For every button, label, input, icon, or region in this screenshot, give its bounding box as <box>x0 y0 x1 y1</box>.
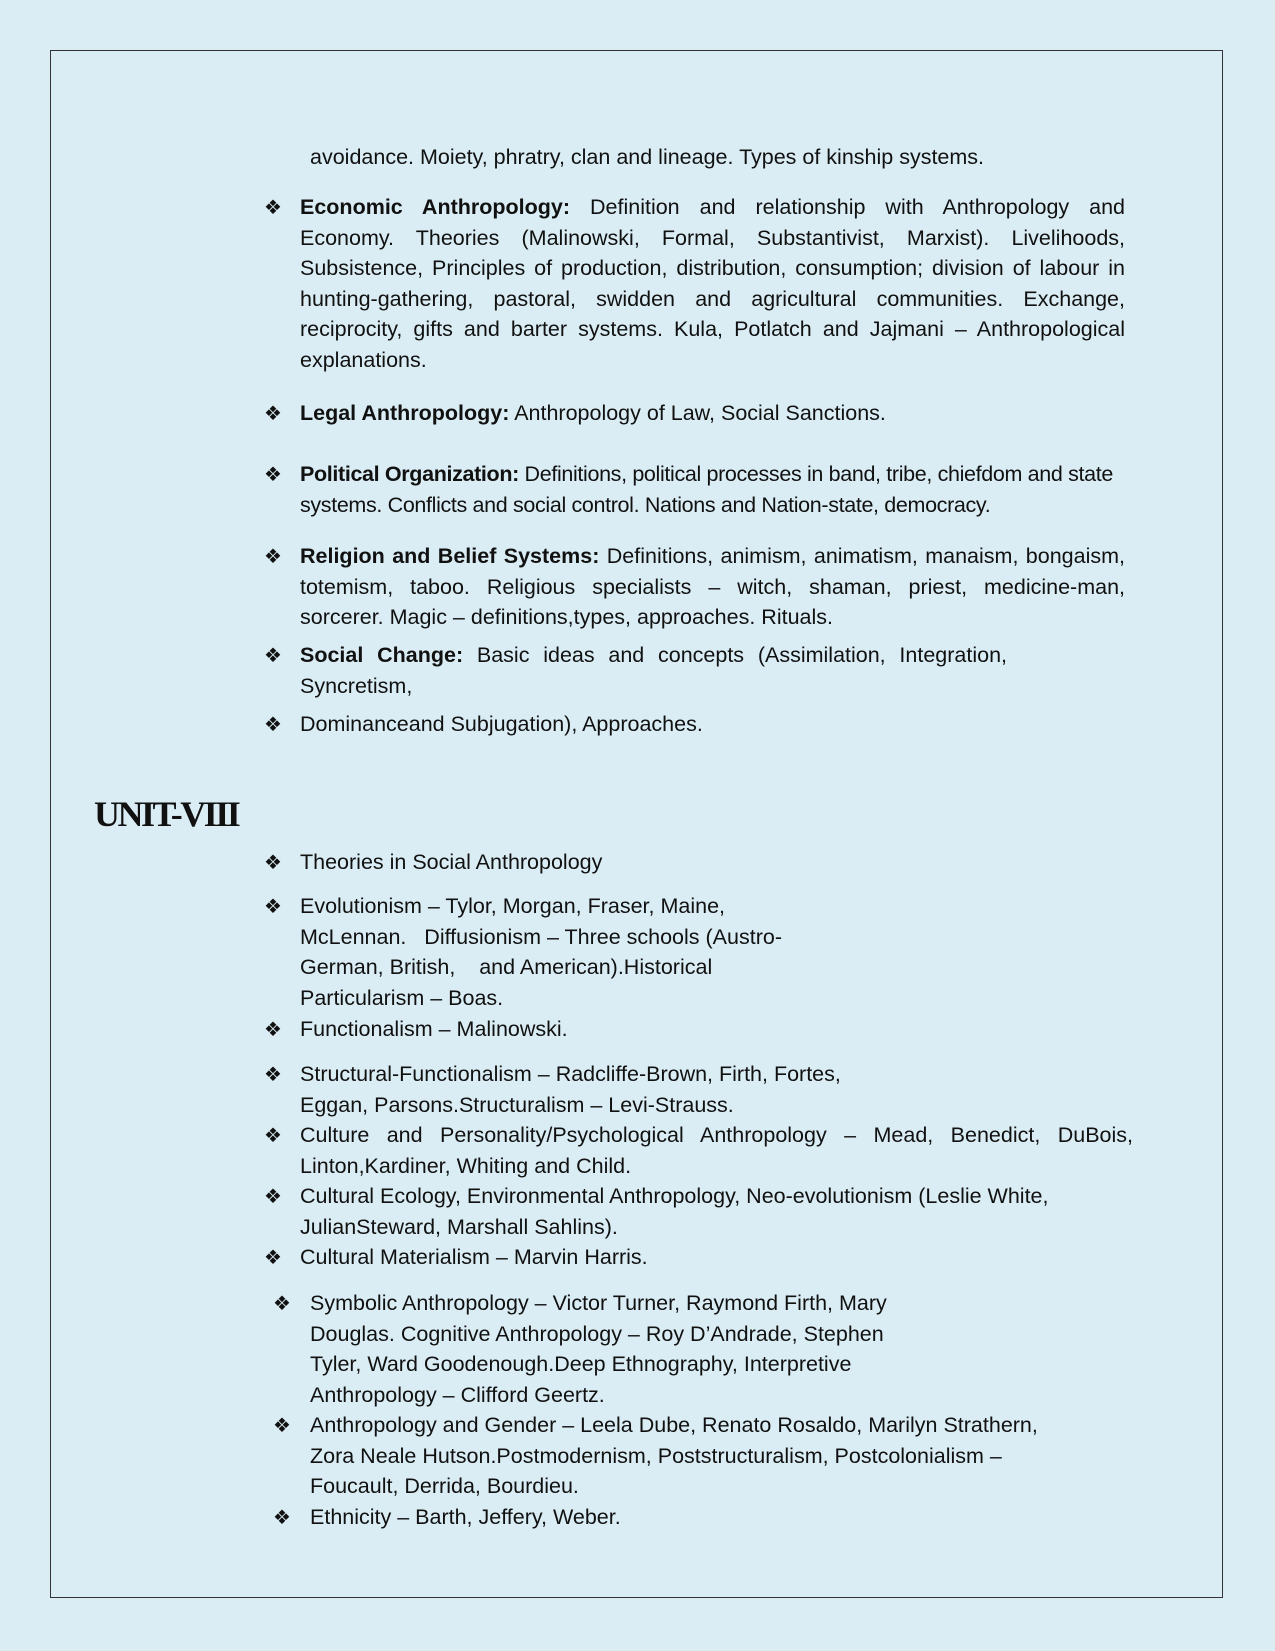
theory-item <box>310 1288 887 1410</box>
theory-line: Theories in Social Anthropology <box>300 850 603 874</box>
bullet-icon: ❖ <box>273 1413 291 1437</box>
topic-text: Definitions, political processes in band, tribe, chiefdom and state systems. Conflicts and social control. Nations and Nation-state, democracy. <box>300 462 1113 517</box>
topic-text: Definition and relationship with Anthropology and Economy. Theories (Malinowski, Formal, Substantivist, Marxist). Livelihoods, Subsistence, Principles of production, distribution, consumption; division of labour in hunting-gathering, pastoral, swidden and agricultural communities. Exchange, reciprocity, gifts and barter systems. Kula, Potlatch and Jajmani – Anthropological explanations. <box>300 195 1126 372</box>
topic-economic-anthropology <box>300 192 1125 375</box>
topic-religion-belief-systems <box>300 541 1125 633</box>
bullet-icon: ❖ <box>264 1123 282 1147</box>
topic-text: Dominanceand Subjugation), Approaches. <box>300 712 703 736</box>
theory-item <box>310 1410 1038 1502</box>
bullet-icon: ❖ <box>264 1062 282 1086</box>
theory-line: Particularism – Boas. <box>300 985 504 1010</box>
theory-line: Cultural Ecology, Environmental Anthropology, Neo-evolutionism (Leslie White, <box>300 1184 1049 1208</box>
topic-political-organization <box>300 459 1125 520</box>
bullet-icon: ❖ <box>264 643 282 667</box>
topic-heading: Religion and Belief Systems: <box>300 544 600 568</box>
topic-social-change-continued <box>300 709 1125 740</box>
bullet-icon: ❖ <box>264 1017 282 1041</box>
bullet-icon: ❖ <box>264 712 282 736</box>
theory-line: Anthropology – Clifford Geertz. <box>310 1382 605 1407</box>
theory-line: Anthropology and Gender – Leela Dube, Renato Rosaldo, Marilyn Strathern, <box>310 1413 1038 1437</box>
theory-item <box>300 1181 1048 1242</box>
theory-item <box>300 1059 841 1120</box>
topic-heading: Social Change: <box>300 643 464 667</box>
bullet-icon: ❖ <box>264 195 282 219</box>
theory-item <box>300 1242 648 1273</box>
bullet-icon: ❖ <box>264 401 282 425</box>
theory-line: German, British, and American).Historical <box>300 955 713 979</box>
theory-line: Structural-Functionalism – Radcliffe-Brown, Firth, Fortes, <box>300 1062 841 1086</box>
theory-line: McLennan. Diffusionism – Three schools (Austro- <box>300 924 782 949</box>
theory-line: Zora Neale Hutson.Postmodernism, Poststructuralism, Postcolonialism – <box>310 1443 1002 1468</box>
theory-line: Eggan, Parsons.Structuralism – Levi-Strauss. <box>300 1092 734 1117</box>
topic-heading: Economic Anthropology: <box>300 195 571 219</box>
topic-heading: Legal Anthropology: <box>300 401 510 425</box>
theory-line: JulianSteward, Marshall Sahlins). <box>300 1214 618 1239</box>
theory-item <box>300 891 782 1013</box>
topic-heading: Political Organization: <box>300 462 519 486</box>
bullet-icon: ❖ <box>264 462 282 486</box>
theory-item: Culture and Personality/Psychological Anthropology – Mead, Benedict, DuBois, Linton,Kardiner, Whiting and Child. <box>300 1123 1133 1178</box>
topic-text: Basic ideas and concepts (Assimilation, Integration, Syncretism, <box>300 643 1007 698</box>
bullet-icon: ❖ <box>264 894 282 918</box>
bullet-icon: ❖ <box>273 1291 291 1315</box>
theory-item <box>310 1502 621 1533</box>
theory-line: Cultural Materialism – Marvin Harris. <box>300 1245 648 1269</box>
theory-line: Tyler, Ward Goodenough.Deep Ethnography, Interpretive <box>310 1352 852 1376</box>
bullet-icon: ❖ <box>264 544 282 568</box>
unit-title: UNIT-VIII <box>94 794 239 834</box>
topic-social-change <box>300 640 1007 701</box>
theory-line: Douglas. Cognitive Anthropology – Roy D’Andrade, Stephen <box>310 1321 884 1346</box>
bullet-icon: ❖ <box>273 1505 291 1529</box>
continuation-text: avoidance. Moiety, phratry, clan and lineage. Types of kinship systems. <box>310 145 985 169</box>
theory-item <box>300 1014 568 1045</box>
bullet-icon: ❖ <box>264 850 282 874</box>
bullet-icon: ❖ <box>264 1184 282 1208</box>
theory-line: Symbolic Anthropology – Victor Turner, Raymond Firth, Mary <box>310 1291 887 1315</box>
theory-line: Evolutionism – Tylor, Morgan, Fraser, Maine, <box>300 894 726 918</box>
theory-line: Ethnicity – Barth, Jeffery, Weber. <box>310 1505 621 1529</box>
theory-line: Functionalism – Malinowski. <box>300 1017 568 1041</box>
topic-text: Anthropology of Law, Social Sanctions. <box>509 401 886 425</box>
bullet-icon: ❖ <box>264 1245 282 1269</box>
topic-text: Definitions, animism, animatism, manaism, bongaism, totemism, taboo. Religious specialists – witch, shaman, priest, medicine-man, sorcerer. Magic – definitions,types, approaches. Rituals. <box>300 544 1126 629</box>
theory-line: Foucault, Derrida, Bourdieu. <box>310 1474 579 1498</box>
topic-legal-anthropology <box>300 398 1125 429</box>
theory-item <box>300 847 602 878</box>
